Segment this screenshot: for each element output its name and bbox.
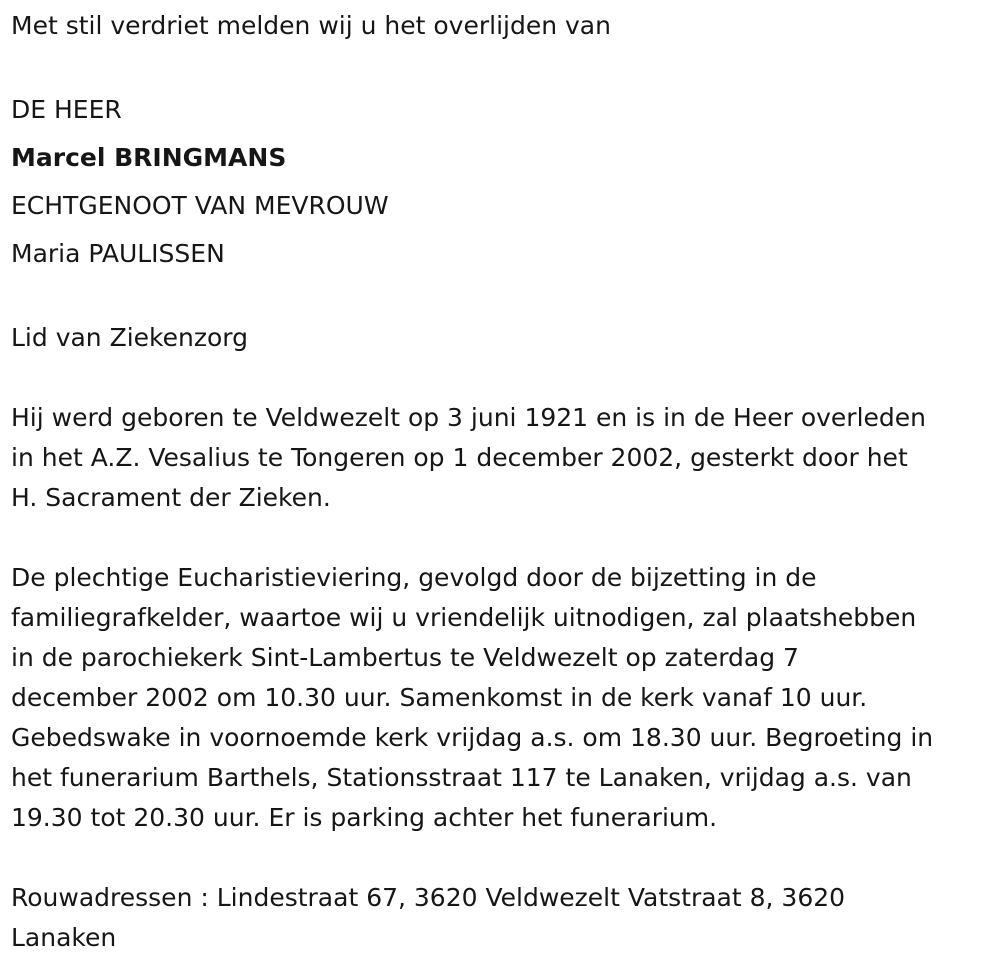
paragraph-line: in de parochiekerk Sint-Lambertus te Veldwezelt op zaterdag 7 xyxy=(11,643,799,672)
paragraph-line: De plechtige Eucharistieviering, gevolgd door de bijzetting in de xyxy=(11,563,817,592)
birth-death-paragraph xyxy=(11,398,996,518)
paragraph-line: in het A.Z. Vesalius te Tongeren op 1 december 2002, gesterkt door het xyxy=(11,443,908,472)
paragraph-line: H. Sacrament der Zieken. xyxy=(11,483,331,512)
spacer xyxy=(11,358,996,398)
spacer xyxy=(11,46,996,86)
membership-text: Lid van Ziekenzorg xyxy=(11,323,248,352)
paragraph-line: familiegrafkelder, waartoe wij u vriendelijk uitnodigen, zal plaatshebben xyxy=(11,603,917,632)
ceremony-paragraph xyxy=(11,558,996,838)
deceased-name: Marcel BRINGMANS xyxy=(11,143,287,172)
paragraph-line: Lanaken xyxy=(11,923,117,952)
spacer xyxy=(11,838,996,878)
deceased-block xyxy=(11,86,996,278)
paragraph-line: Hij werd geboren te Veldwezelt op 3 juni 1921 en is in de Heer overleden xyxy=(11,403,926,432)
spacer xyxy=(11,518,996,558)
deceased-title: DE HEER xyxy=(11,95,122,124)
obituary-notice xyxy=(11,6,996,958)
paragraph-line: december 2002 om 10.30 uur. Samenkomst in de kerk vanaf 10 uur. xyxy=(11,683,868,712)
deceased-relation: ECHTGENOOT VAN MEVROUW xyxy=(11,191,389,220)
spouse-name: Maria PAULISSEN xyxy=(11,239,225,268)
paragraph-line: Gebedswake in voornoemde kerk vrijdag a.s. om 18.30 uur. Begroeting in xyxy=(11,723,934,752)
address-paragraph xyxy=(11,878,996,958)
paragraph-line: het funerarium Barthels, Stationsstraat 117 te Lanaken, vrijdag a.s. van xyxy=(11,763,912,792)
intro-text: Met stil verdriet melden wij u het overlijden van xyxy=(11,11,611,40)
paragraph-line: Rouwadressen : Lindestraat 67, 3620 Veldwezelt Vatstraat 8, 3620 xyxy=(11,883,846,912)
spacer xyxy=(11,278,996,318)
paragraph-line: 19.30 tot 20.30 uur. Er is parking achter het funerarium. xyxy=(11,803,718,832)
